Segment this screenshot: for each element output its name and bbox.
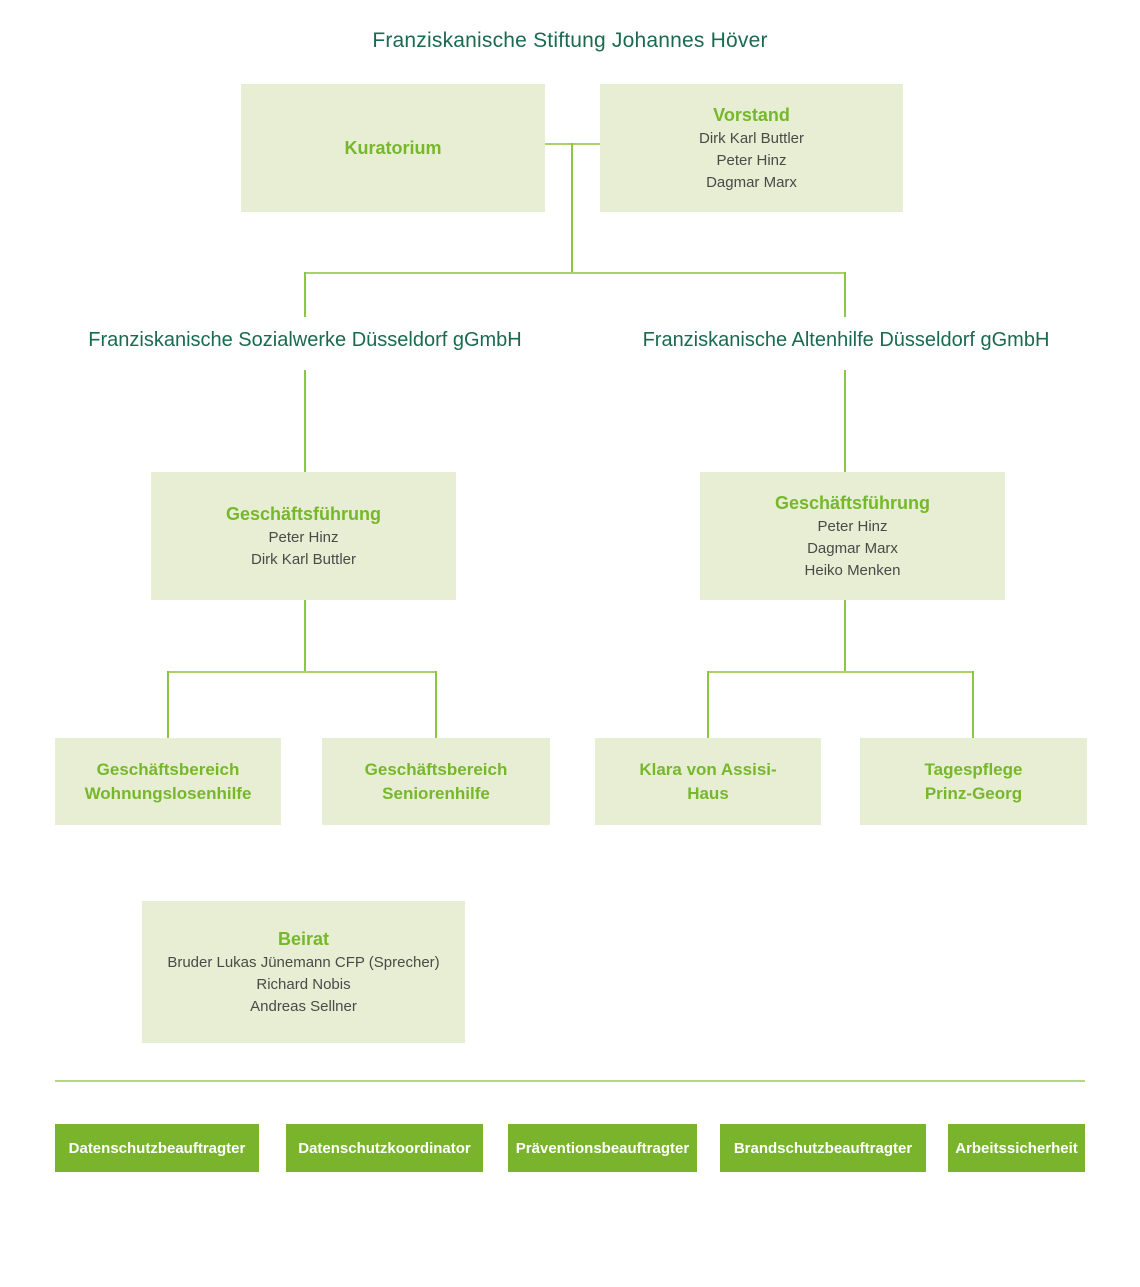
- connector-unit-b-stub: [435, 671, 437, 738]
- org-box-geschaeftsfuehrung-sozialwerke: [151, 472, 456, 600]
- role-button-arbeitssicherheit[interactable]: Arbeitssicherheit: [948, 1124, 1085, 1172]
- connector-top-vertical: [571, 143, 573, 274]
- connector-unit-c-stub: [707, 671, 709, 738]
- beirat-member: Andreas Sellner: [250, 998, 357, 1015]
- gf-left-member: Peter Hinz: [268, 529, 339, 546]
- unit-label-line: Prinz-Georg: [924, 783, 1023, 803]
- role-button-brandschutzbeauftragter[interactable]: Brandschutzbeauftragter: [720, 1124, 926, 1172]
- connector-main-horizontal: [304, 272, 846, 274]
- connector-left-heading-stub: [304, 272, 306, 317]
- role-button-datenschutzkoordinator[interactable]: Datenschutzkoordinator: [286, 1124, 483, 1172]
- connector-left-to-gf: [304, 370, 306, 472]
- connector-unit-a-stub: [167, 671, 169, 738]
- org-box-kuratorium: [241, 84, 545, 212]
- unit-label-line: Geschäftsbereich: [364, 759, 508, 779]
- unit-label-line: Klara von Assisi-: [639, 759, 777, 779]
- connector-right-heading-stub: [844, 272, 846, 317]
- beirat-member: Bruder Lukas Jünemann CFP (Sprecher): [167, 954, 440, 971]
- unit-label-line: Tagespflege: [924, 759, 1023, 779]
- page-title: Franziskanische Stiftung Johannes Höver: [372, 29, 768, 52]
- org-box-klara-von-assisi-haus: [595, 738, 821, 825]
- beirat-title: Beirat: [277, 929, 330, 949]
- kuratorium-title: Kuratorium: [344, 138, 442, 158]
- connector-gf-right-down: [844, 600, 846, 673]
- vorstand-member: Peter Hinz: [716, 152, 787, 169]
- org-box-geschaeftsfuehrung-altenhilfe: [700, 472, 1005, 600]
- org-box-seniorenhilfe: [322, 738, 550, 825]
- org-box-beirat: [142, 901, 465, 1043]
- org-box-wohnungslosenhilfe: [55, 738, 281, 825]
- gf-right-member: Heiko Menken: [804, 562, 901, 579]
- gf-right-member: Peter Hinz: [817, 518, 888, 535]
- org-box-tagespflege-prinz-georg: [860, 738, 1087, 825]
- gf-left-title: Geschäftsführung: [225, 504, 381, 524]
- role-button-praeventionsbeauftragter[interactable]: Präventionsbeauftragter: [508, 1124, 697, 1172]
- role-button-datenschutzbeauftragter[interactable]: Datenschutzbeauftragter: [55, 1124, 259, 1172]
- heading-sozialwerke: Franziskanische Sozialwerke Düsseldorf gGmbH: [88, 329, 522, 351]
- connector-left-branch: [167, 671, 437, 673]
- connector-gf-left-down: [304, 600, 306, 673]
- heading-altenhilfe: Franziskanische Altenhilfe Düsseldorf gGmbH: [642, 329, 1050, 351]
- gf-left-member: Dirk Karl Buttler: [250, 551, 357, 568]
- vorstand-title: Vorstand: [713, 105, 790, 125]
- gf-right-member: Dagmar Marx: [807, 540, 898, 557]
- connector-unit-d-stub: [972, 671, 974, 738]
- gf-right-title: Geschäftsführung: [774, 493, 930, 513]
- connector-right-branch: [707, 671, 974, 673]
- footer-divider: [55, 1080, 1085, 1082]
- unit-label-line: Wohnungslosenhilfe: [84, 783, 252, 803]
- unit-label-line: Haus: [687, 783, 729, 803]
- beirat-member: Richard Nobis: [256, 976, 351, 993]
- connector-right-to-gf: [844, 370, 846, 472]
- unit-label-line: Geschäftsbereich: [96, 759, 240, 779]
- vorstand-member: Dirk Karl Buttler: [698, 130, 805, 147]
- unit-label-line: Seniorenhilfe: [382, 783, 490, 803]
- vorstand-member: Dagmar Marx: [706, 174, 797, 191]
- org-box-vorstand: [600, 84, 903, 212]
